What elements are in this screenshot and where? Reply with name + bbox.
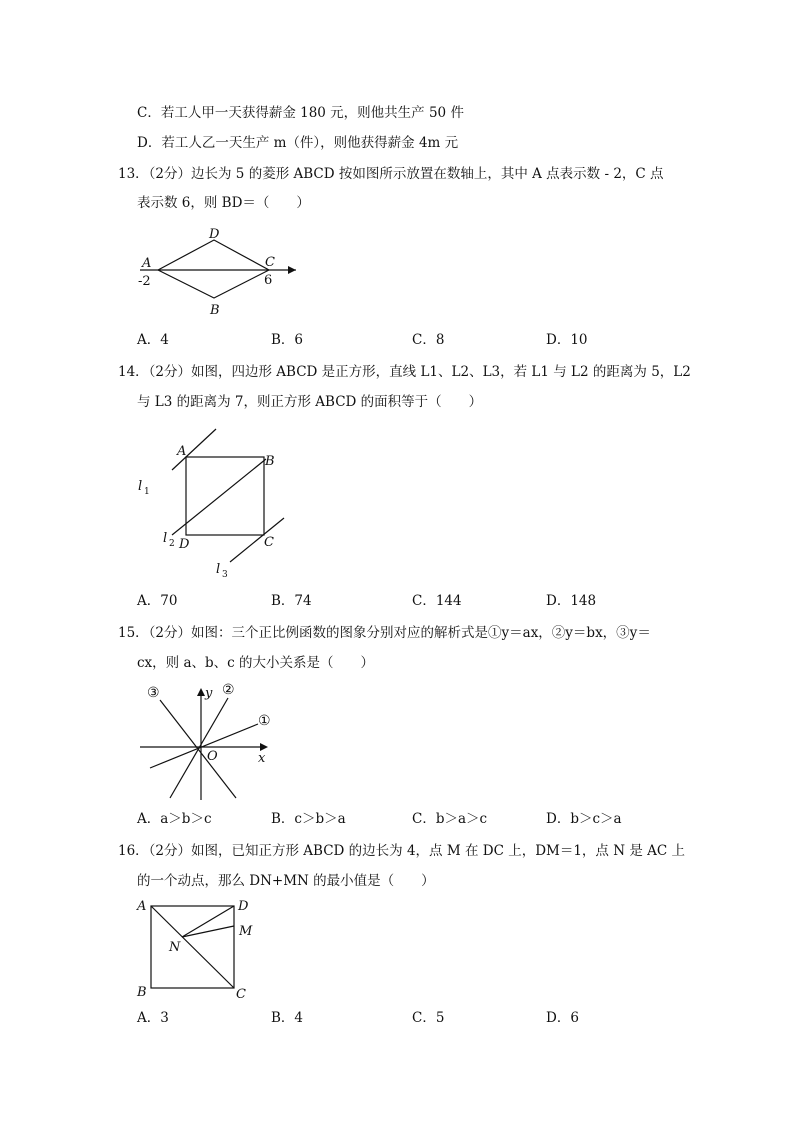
q16-option-c: C．5 [412,1010,445,1026]
q14-label-c: C [264,535,274,550]
q15-label-circle-3: ③ [147,685,160,701]
q15-option-c: C．b＞a＞c [412,811,488,827]
q14-stem-line2: 与 L3 的距离为 7，则正方形 ABCD 的面积等于（ ） [137,394,483,410]
q14-stem-line1: 14．（2分）如图，四边形 ABCD 是正方形，直线 L1、L2、L3，若 L1 与 L2 的距离为 5，L2 [118,364,691,380]
q16-label-m: M [239,924,253,939]
q16-stem-line1: 16．（2分）如图，已知正方形 ABCD 的边长为 4，点 M 在 DC 上，DM＝1，点 N 是 AC 上 [118,843,685,859]
q15-stem-line1: 15．（2分）如图：三个正比例函数的图象分别对应的解析式是①y＝ax，②y＝bx，③y＝ [118,625,651,641]
q15-label-circle-1: ① [258,713,271,729]
q16-label-d: D [238,899,249,914]
q14-label-l1: l [138,479,143,494]
q13-option-c: C．8 [412,332,445,348]
q14-option-c: C．144 [412,593,462,609]
q14-label-d: D [179,537,190,552]
q12-option-c: C．若工人甲一天获得薪金 180 元，则他共生产 50 件 [137,105,464,121]
q15-label-x: x [258,751,266,766]
q13-option-a: A．4 [137,332,169,348]
q14-label-l3: l [216,562,221,577]
q14-label-l2: l [163,531,168,546]
q13-label-a: A [142,256,152,271]
q13-option-b: B．6 [271,332,304,348]
q13-stem-line2: 表示数 6，则 BD＝（ ） [137,195,310,211]
q14-label-l1-sub: 1 [144,487,150,497]
q13-label-d: D [209,227,220,242]
q15-label-y: y [205,686,213,701]
q16-stem-line2: 的一个动点，那么 DN+MN 的最小值是（ ） [137,873,435,889]
q13-label-b: B [210,303,220,318]
q13-label-c: C [265,255,275,270]
q14-option-a: A．70 [137,593,178,609]
q14-label-b: B [265,454,275,469]
q16-label-c: C [236,987,246,1002]
q16-segment-mn [182,926,234,937]
q15-option-b: B．c＞b＞a [271,811,346,827]
q14-label-l2-sub: 2 [169,539,175,549]
q16-label-b: B [137,985,147,1000]
q14-option-d: D．148 [546,593,597,609]
q13-option-d: D．10 [546,332,588,348]
q16-option-d: D．6 [546,1010,579,1026]
q15-label-o: O [207,749,218,764]
q16-option-a: A．3 [137,1010,169,1026]
q15-option-a: A．a＞b＞c [137,811,212,827]
q13-label-c-value: 6 [264,273,273,288]
q13-label-a-value: -2 [138,274,151,289]
q14-label-l3-sub: 3 [222,570,228,580]
q14-label-a: A [177,444,187,459]
q15-label-circle-2: ② [222,682,235,698]
q16-diagonal-ac [151,906,234,988]
q15-stem-line2: cx，则 a、b、c 的大小关系是（ ） [137,655,375,671]
q16-label-a: A [137,899,147,914]
q15-option-d: D．b＞c＞a [546,811,622,827]
q16-segment-dn [182,906,234,937]
q16-label-n: N [169,940,181,955]
q13-stem-line1: 13．（2分）边长为 5 的菱形 ABCD 按如图所示放置在数轴上，其中 A 点表示数 - 2，C 点 [118,166,664,182]
q16-option-b: B．4 [271,1010,304,1026]
q14-option-b: B．74 [271,593,312,609]
q12-option-d: D．若工人乙一天生产 m（件），则他获得薪金 4m 元 [137,135,459,151]
